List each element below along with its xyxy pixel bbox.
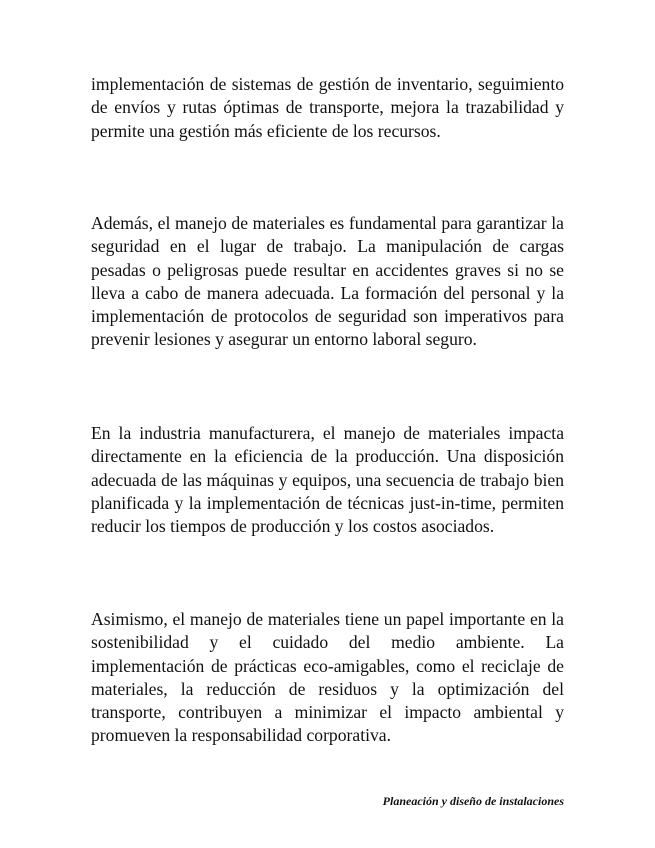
body-paragraph-2: Además, el manejo de materiales es fundamental para garantizar la seguridad en el lugar de trabajo. La manipulación de cargas pesadas o peligrosas puede resultar en accidentes graves si no se lleva a cabo de manera adecuada. La formación del personal y la implementación de protocolos de seguridad son imperativos para prevenir lesiones y asegurar un entorno laboral seguro. — [91, 213, 564, 350]
body-paragraph-3: En la industria manufacturera, el manejo de materiales impacta directamente en la eficiencia de la producción. Una disposición adecuada de las máquinas y equipos, una secuencia de trabajo bien planificada y la implementación de técnicas just-in-time, permiten reducir los tiempos de producción y los costos asociados. — [91, 423, 564, 537]
page-footer-title: Planeación y diseño de instalaciones — [382, 794, 564, 808]
body-paragraph-4: Asimismo, el manejo de materiales tiene un papel importante en la sostenibilidad y el cuidado del medio ambiente. La implementación de prácticas eco-amigables, como el reciclaje de materiales, la reducción de residuos y la optimización del transporte, contribuyen a minimizar el impacto ambiental y promueven la responsabilidad corporativa. — [91, 609, 564, 746]
body-paragraph-1: implementación de sistemas de gestión de inventario, seguimiento de envíos y rutas óptimas de transporte, mejora la trazabilidad y permite una gestión más eficiente de los recursos. — [91, 74, 564, 141]
